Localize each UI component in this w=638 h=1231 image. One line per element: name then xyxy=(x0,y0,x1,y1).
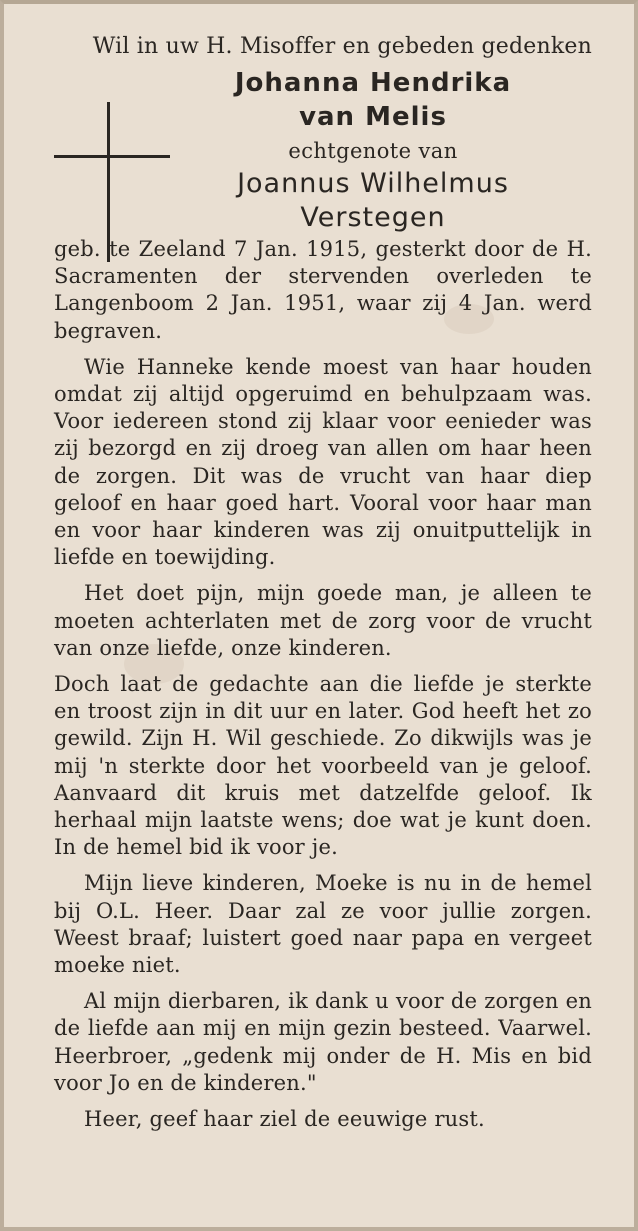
deceased-name-line2: van Melis xyxy=(299,102,447,132)
body-text xyxy=(54,236,592,1133)
deceased-name-line1: Johanna Hendrika xyxy=(234,68,512,98)
header xyxy=(54,32,592,268)
intro-line: Wil in uw H. Misoffer en gebeden gedenken xyxy=(92,34,592,59)
closing-prayer: Heer, geef haar ziel de eeuwige rust. xyxy=(84,1107,485,1132)
character-paragraph: Wie Hanneke kende moest van haar houden omdat zij altijd opgeruimd en behulpzaam was. Voor iedereen stond zij klaar voor eenieder was zij bezorgd en zij droeg van allen om haar heen de zorgen. Dit was de vrucht van haar diep geloof en haar goed hart. Vooral voor haar man en voor haar kinderen was zij onuitputtelijk in liefde en toewijding. xyxy=(54,354,592,570)
children-paragraph: Mijn lieve kinderen, Moeke is nu in de hemel bij O.L. Heer. Daar zal ze voor jullie zorgen. Weest braaf; luistert goed naar papa en vergeet moeke niet. xyxy=(54,871,592,978)
names-block xyxy=(154,66,592,234)
birth-death-paragraph: geb. te Zeeland 7 Jan. 1915, gesterkt door de H. Sacramenten der stervenden overleden te Langenboom 2 Jan. 1951, waar zij 4 Jan. werd begraven. xyxy=(54,237,592,343)
comfort-paragraph: Doch laat de gedachte aan die liefde je sterkte en troost zijn in dit uur en later. God heeft het zo gewild. Zijn H. Wil geschiede. Zo dikwijls was je mij 'n sterkte door het voorbeeld van je geloof. Aanvaard dit kruis met datzelfde geloof. Ik herhaal mijn laatste wens; doe wat je kunt doen. In de hemel bid ik voor je. xyxy=(54,672,592,860)
relation-text: echtgenote van xyxy=(288,139,458,163)
spouse-name-line2: Verstegen xyxy=(300,202,446,233)
husband-paragraph: Het doet pijn, mijn goede man, je alleen te moeten achterlaten met de zorg voor de vrucht van onze liefde, onze kinderen. xyxy=(54,581,592,660)
spouse-name-line1: Joannus Wilhelmus xyxy=(237,168,509,199)
thanks-paragraph: Al mijn dierbaren, ik dank u voor de zorgen en de liefde aan mij en mijn gezin besteed. Vaarwel. Heerbroer, „gedenk mij onder de H. Mis en bid voor Jo en de kinderen." xyxy=(54,989,592,1095)
